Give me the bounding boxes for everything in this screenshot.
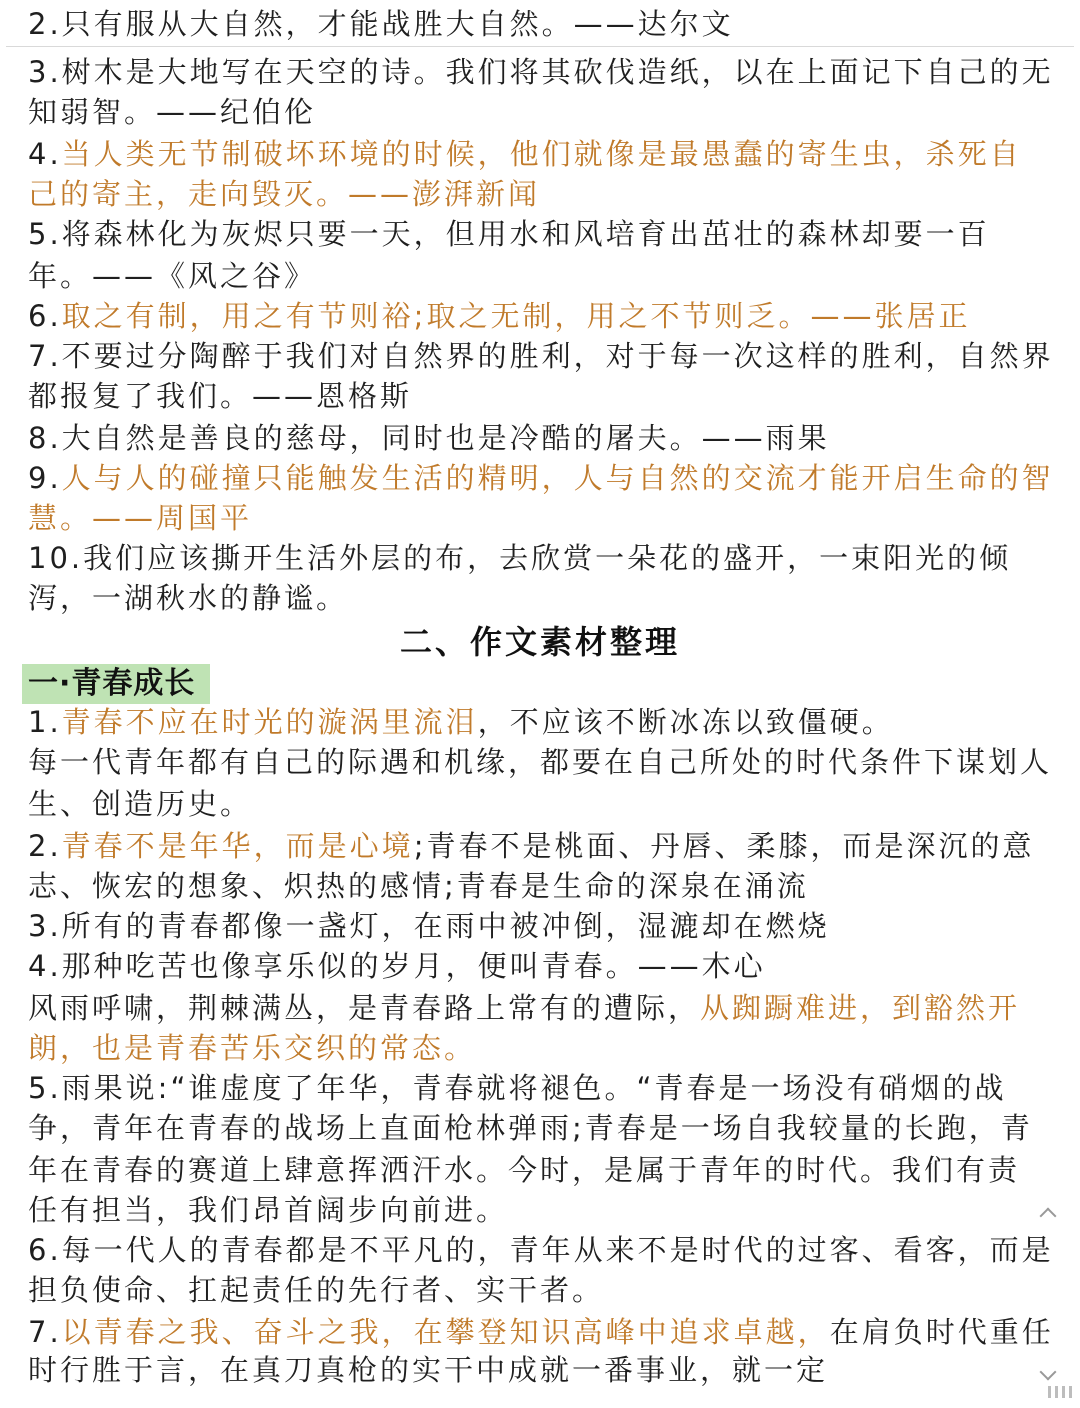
- text-line: [28, 1350, 828, 1390]
- body-text: 在肩负时代重任: [829, 1315, 1054, 1349]
- text-line: [28, 1150, 1020, 1190]
- body-text: 5.将森林化为灰烬只要一天，但用水和风培育出茁壮的森林却要一百: [28, 217, 990, 251]
- text-line: [28, 946, 766, 986]
- text-line: [28, 988, 1020, 1028]
- body-text: 每一代青年都有自己的际遇和机缘，都要在自己所处的时代条件下谋划人: [28, 745, 1053, 779]
- text-line: [28, 498, 252, 538]
- body-text: 泻，一湖秋水的静谧。: [28, 581, 349, 615]
- body-text: 生、创造历史。: [28, 787, 253, 821]
- text-line: [28, 214, 990, 254]
- text-line: [28, 336, 1054, 376]
- text-line: [28, 1068, 1007, 1108]
- highlighted-text: 己的寄主，走向毁灭。——澎湃新闻: [28, 177, 541, 211]
- text-line: [28, 1312, 1054, 1352]
- body-text: 1.: [28, 705, 62, 739]
- text-line: [28, 174, 540, 214]
- highlighted-text: 以青春之我、奋斗之我，在攀登知识高峰中追求卓越，: [61, 1315, 830, 1349]
- text-line: [28, 906, 830, 946]
- body-text: 3.所有的青春都像一盏灯，在雨中被冲倒，湿漉却在燃烧: [28, 909, 830, 943]
- body-text: 2.: [28, 829, 62, 863]
- chevron-down-icon: [1040, 1364, 1057, 1381]
- body-text: 4.: [28, 137, 62, 171]
- body-text: 都报复了我们。——恩格斯: [28, 379, 413, 413]
- highlighted-text: 朗，也是青春苦乐交织的常态。: [28, 1031, 477, 1065]
- scroll-indicator: [1048, 1386, 1072, 1398]
- text-line: [28, 1190, 508, 1230]
- text-line: [28, 866, 809, 906]
- text-line: [28, 826, 1034, 866]
- section-heading: 二、作文素材整理: [399, 623, 680, 661]
- highlighted-text: 慧。——周国平: [28, 501, 253, 535]
- body-text: 10.我们应该撕开生活外层的布，去欣赏一朵花的盛开，一束阳光的倾: [28, 541, 1012, 575]
- body-text: 5.雨果说:“谁虚度了年华，青春就将褪色。“青春是一场没有硝烟的战: [28, 1071, 1007, 1105]
- text-line: [28, 134, 1022, 174]
- body-text: 7.不要过分陶醉于我们对自然界的胜利，对于每一次这样的胜利，自然界: [28, 339, 1054, 373]
- body-text: 争，青年在青春的战场上直面枪林弹雨;青春是一场自我较量的长跑，青: [28, 1111, 1033, 1145]
- text-line: [28, 702, 894, 742]
- category-tag: 一·青春成长: [22, 664, 210, 704]
- body-text: 年在青春的赛道上肆意挥洒汗水。今时，是属于青年的时代。我们有责: [28, 1153, 1021, 1187]
- text-line: [28, 52, 1054, 92]
- body-text: ;青春不是桃面、丹唇、柔膝，而是深沉的意: [413, 829, 1035, 863]
- text-line: [28, 4, 734, 44]
- text-line: [28, 1270, 604, 1310]
- body-text: 4.那种吃苦也像享乐似的岁月，便叫青春。——木心: [28, 949, 766, 983]
- body-text: 9.: [28, 461, 62, 495]
- body-text: 6.: [28, 299, 62, 333]
- highlighted-text: 当人类无节制破坏环境的时候，他们就像是最愚蠢的寄生虫，杀死自: [61, 137, 1022, 171]
- chevron-up-icon: [1040, 1208, 1057, 1225]
- text-line: [28, 742, 1052, 782]
- text-line: [28, 1230, 1054, 1270]
- highlighted-text: 人与人的碰撞只能触发生活的精明，人与自然的交流才能开启生命的智: [61, 461, 1054, 495]
- highlighted-text: 从踟蹰难进，到豁然开: [700, 991, 1021, 1025]
- body-text: 担负使命、扛起责任的先行者、实干者。: [28, 1273, 605, 1307]
- highlighted-text: 青春不应在时光的漩涡里流泪: [61, 705, 478, 739]
- body-text: 知弱智。——纪伯伦: [28, 95, 317, 129]
- text-line: [28, 296, 970, 336]
- text-line: [28, 458, 1054, 498]
- body-text: 任有担当，我们昂首阔步向前进。: [28, 1193, 509, 1227]
- top-divider: [6, 46, 1074, 47]
- body-text: 年。——《风之谷》: [28, 259, 317, 293]
- text-line: [28, 418, 830, 458]
- text-line: [28, 256, 316, 296]
- text-line: [28, 1108, 1033, 1148]
- body-text: 3.树木是大地写在天空的诗。我们将其砍伐造纸，以在上面记下自己的无: [28, 55, 1054, 89]
- body-text: 志、恢宏的想象、炽热的感情;青春是生命的深泉在涌流: [28, 869, 809, 903]
- text-line: [28, 92, 316, 132]
- text-line: [28, 1028, 476, 1068]
- body-text: ，不应该不断冰冻以致僵硬。: [477, 705, 894, 739]
- body-text: 7.: [28, 1315, 62, 1349]
- text-line: [28, 538, 1011, 578]
- text-line: [28, 578, 348, 618]
- highlighted-text: 青春不是年华，而是心境: [61, 829, 414, 863]
- body-text: 2.只有服从大自然，才能战胜大自然。——达尔文: [28, 7, 734, 41]
- body-text: 8.大自然是善良的慈母，同时也是冷酷的屠夫。——雨果: [28, 421, 830, 455]
- highlighted-text: 取之有制，用之有节则裕;取之无制，用之不节则乏。——张居正: [61, 299, 971, 333]
- body-text: 6.每一代人的青春都是不平凡的，青年从来不是时代的过客、看客，而是: [28, 1233, 1054, 1267]
- body-text: 风雨呼啸，荆棘满丛，是青春路上常有的遭际，: [28, 991, 701, 1025]
- text-line: [28, 376, 412, 416]
- body-text: 时行胜于言，在真刀真枪的实干中成就一番事业，就一定: [28, 1353, 829, 1387]
- text-line: [28, 784, 252, 824]
